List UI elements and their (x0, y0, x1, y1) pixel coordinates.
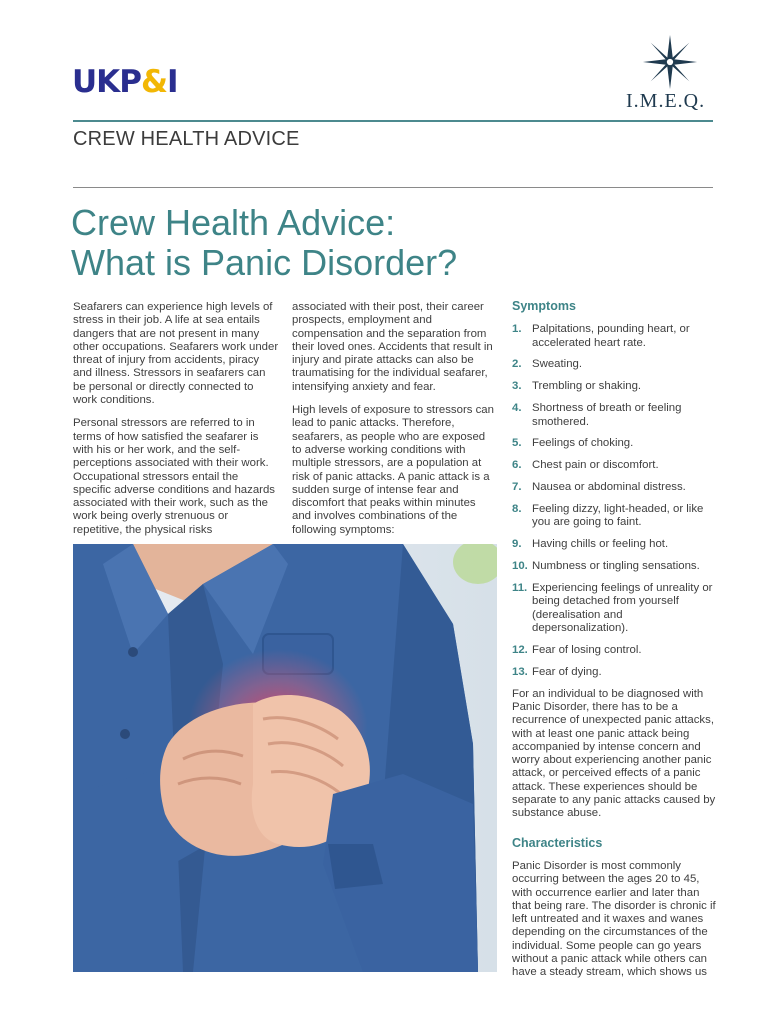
ukpi-logo-uk: UK (72, 64, 120, 100)
paragraph: Personal stressors are referred to in terms of how satisfied the seafarer is with his or her work, and the self-perceptions associated with their work. Occupational stressors entail the specific adverse conditions and hazards associated with their work, such as the work being overly strenuous or repetitive, the physical risks (73, 417, 275, 536)
list-number: 4. (512, 402, 522, 415)
list-text: Experiencing feelings of unreality or being detached from yourself (derealisation and depersonalization). (532, 582, 713, 634)
header-divider (73, 120, 713, 122)
list-item (512, 644, 718, 657)
chest-pain-illustration (73, 544, 497, 972)
list-number: 6. (512, 459, 522, 472)
list-number: 7. (512, 481, 522, 494)
diagnosis-paragraph: For an individual to be diagnosed with Panic Disorder, there has to be a recurrence of unexpected panic attacks, with at least one panic attack being accompanied by intense concern and worry about experiencing another panic attack, or perceived effects of a panic attack. These experiences should be separate to any panic attacks caused by substance abuse. (512, 687, 716, 820)
page-title-line2: What is Panic Disorder? (71, 242, 458, 283)
paragraph: associated with their post, their career prospects, employment and compensation and the separation from their loved ones. Accidents that result in injury and pirate attacks can also be traumatising for the individual seafarer, intensifying anxiety and fear. (292, 301, 493, 393)
section-divider (73, 187, 713, 188)
list-text: Feelings of choking. (532, 437, 634, 450)
list-number: 8. (512, 503, 522, 516)
list-item (512, 459, 718, 472)
list-item (512, 402, 718, 429)
list-text: Sweating. (532, 358, 583, 371)
list-number: 12. (512, 643, 528, 656)
list-number: 10. (512, 560, 528, 573)
list-text: Feeling dizzy, light-headed, or like you are going to faint. (532, 503, 704, 529)
list-text: Trembling or shaking. (532, 380, 642, 393)
list-number: 2. (512, 358, 522, 371)
list-item (512, 323, 718, 350)
page-title-line1: Crew Health Advice: (71, 202, 396, 243)
section-label: CREW HEALTH ADVICE (73, 128, 300, 150)
list-item (512, 582, 718, 635)
body-column-1 (73, 301, 279, 547)
list-item (512, 481, 718, 494)
list-item (512, 380, 718, 393)
imeq-logo-text: I.M.E.Q. (626, 90, 706, 112)
characteristics-heading: Characteristics (512, 835, 603, 850)
list-number: 11. (512, 582, 528, 595)
list-text: Chest pain or discomfort. (532, 459, 659, 472)
compass-star-icon (641, 33, 699, 91)
ukpi-logo-amp: & (140, 64, 167, 100)
list-text: Shortness of breath or feeling smothered. (532, 402, 682, 428)
list-text: Fear of losing control. (532, 643, 642, 656)
symptoms-heading: Symptoms (512, 299, 576, 313)
paragraph: Seafarers can experience high levels of stress in their job. A life at sea entails dangers that are not present in many other occupations. Seafarers work under threat of injury from accidents, piracy and illness. Stressors in seafarers can be personal or directly connected to work conditions. (73, 301, 279, 407)
ukpi-logo (72, 64, 178, 100)
list-item (512, 358, 718, 371)
list-text: Fear of dying. (532, 665, 602, 678)
body-column-2 (292, 301, 494, 547)
list-text: Numbness or tingling sensations. (532, 560, 700, 573)
list-text: Having chills or feeling hot. (532, 538, 669, 551)
list-number: 3. (512, 380, 522, 393)
chest-pain-photo (73, 544, 497, 972)
ukpi-logo-i: I (166, 64, 178, 100)
list-item (512, 666, 718, 679)
list-text: Nausea or abdominal distress. (532, 481, 686, 494)
symptoms-column (512, 300, 718, 996)
list-text: Palpitations, pounding heart, or accelerated heart rate. (532, 323, 690, 349)
list-item (512, 437, 718, 450)
list-number: 5. (512, 437, 522, 450)
list-number: 13. (512, 665, 528, 678)
paragraph: High levels of exposure to stressors can lead to panic attacks. Therefore, seafarers, as people who are exposed to adverse working conditions with multiple stressors, are a population at risk of panic attacks. A panic attack is a sudden surge of intense fear and discomfort that peaks within minutes and involves combinations of the following symptoms: (292, 404, 494, 536)
list-item (512, 503, 718, 530)
ukpi-logo-p: P (119, 64, 141, 100)
characteristics-paragraph: Panic Disorder is most commonly occurring between the ages 20 to 45, with occurrence earlier and later than that being rare. The disorder is chronic if left untreated and it waxes and wanes depending on the circumstances of the individual. Some people can go years without a panic attack while others can have a steady stream, which shows us (512, 859, 716, 979)
list-item (512, 560, 718, 573)
symptoms-list (512, 323, 718, 679)
page-title (71, 203, 457, 283)
list-number: 9. (512, 538, 522, 551)
list-item (512, 538, 718, 551)
list-number: 1. (512, 323, 522, 336)
